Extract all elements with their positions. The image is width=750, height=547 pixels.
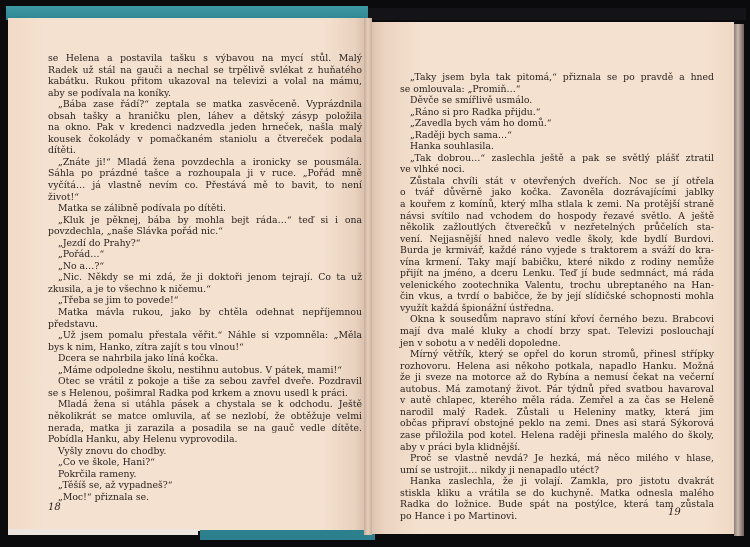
text-line: využít každá špionážní ústředna. (400, 302, 555, 314)
text-line: Pokrčila rameny. (58, 468, 137, 480)
text-line: Dcera se nahrbila jako líná kočka. (58, 353, 219, 365)
text-line: vyčítá… já vlastně nevím co. Přestává mě to bavit, to není (48, 180, 362, 192)
text-line: Otec se vrátil z pokoje a tiše za sebou zavřel dveře. Pozdravil (58, 376, 362, 388)
text-line: „Kluk je pěknej, bába by mohla bejt ráda…“ teď si i ona (58, 214, 362, 226)
text-line: povzdechla, „naše Slávka pořád nic.“ (48, 226, 223, 238)
text-line: o tvář důvěrně jako kočka. Zavoněla dozrávajícími jablky (400, 187, 714, 199)
text-line: „Zavedla bych vám ho domů.“ (410, 118, 552, 130)
text-line: „Tak dobrou…“ zaslechla ještě a pak se světlý plášť ztratil (410, 152, 714, 164)
text-line: a kouřem z komínů, který mlha stlala k zemi. Na protější straně (400, 199, 714, 211)
text-line: velenického zootechnika Valentu, trochu ubreptaného na Han- (400, 279, 714, 291)
text-line: obsah tašky a hraničku plen, láhev a dětský zásyp položila (48, 110, 362, 122)
text-line: „Těšíš se, až vypadneš?“ (58, 480, 173, 492)
text-line: Matka mávla rukou, jako by chtěla odehnat nepříjemnou (58, 307, 362, 319)
text-line: Zůstala chvíli stát v otevřených dveřích. Noc se jí otřela (410, 175, 714, 187)
text-line: Mladá žena si utáhla pásek a chystala se k odchodu. Ještě (58, 399, 362, 411)
left-page-text (48, 53, 362, 503)
text-line: mají dva malé kluky a chodí brzy spat. Televizi poslouchají (400, 326, 714, 338)
text-line: jen v sobotu a v neděli dopoledne. (400, 337, 561, 349)
text-line: „No a…?“ (58, 260, 105, 272)
text-line: že ji sveze na motorce až do Rybína a nemusí čekat na večerní (400, 372, 714, 384)
text-line: aby v práci byla klidnější. (400, 441, 521, 453)
text-line: ve vlhké noci. (400, 164, 465, 176)
text-line: Vyšly znovu do chodby. (58, 445, 167, 457)
text-line: „Už jsem pomalu přestala věřit.“ Náhle si vzpomněla: „Měla (58, 330, 362, 342)
text-line: několikrát se matce omluvila, ať se nezlobí, že obtěžuje velmi (48, 410, 362, 422)
text-line: zase přiložila pod kotel. Helena raději přinesla malého do školy, (400, 429, 714, 441)
text-line: přijít na jméno, a dceru Lenku. Teď jí bude sedmnáct, má ráda (400, 268, 714, 280)
text-line: Radek už stál na gauči a nechal se trpělivě svlékat z huňatého (48, 64, 362, 76)
text-line: se s Helenou, pošimral Radka pod krkem a znovu usedl k práci. (48, 387, 348, 399)
text-line: Mírný větřík, který se opřel do korun stromů, přinesl střípky (410, 349, 714, 361)
book-cover-bottom (200, 530, 375, 540)
text-line: rozhovoru. Helena asi někoho potkala, napadlo Hanku. Možná (400, 360, 714, 372)
text-line: Burda je krmivář, každé ráno vyjede s traktorem a sváží do kra- (400, 245, 714, 257)
text-line: nerada, matka ji zarazila a posadila se na gauč vedle dítěte. (48, 422, 362, 434)
text-line: „Raději bych sama…“ (410, 129, 512, 141)
left-page (8, 18, 365, 531)
text-line: bys k nim, Hanko, zítra zajít s tou vlnou!“ (48, 341, 244, 353)
page-stack-edge (734, 24, 744, 536)
book-spine (364, 18, 372, 535)
text-line: Hanka zaslechla, že ji volají. Zamkla, pro jistotu dvakrát (410, 476, 714, 488)
text-line: několik zažloutlých čtverečků v nezřetelných průčelích sta- (400, 222, 714, 234)
text-line: „Třeba se jim to povede!“ (58, 295, 179, 307)
text-line: aby se podívala na koníky. (48, 87, 171, 99)
text-line: kousek čokolády v pomačkaném staniolu a čtvereček podala (48, 133, 362, 145)
text-line: Matka se zálibně podívala po dítěti. (58, 203, 227, 215)
text-line: Radka do ložnice. Bude spát na postýlce, která tam zůstala (400, 499, 714, 511)
text-line: kabátku. Rukou přitom ukazoval na televizi a volal na mámu, (48, 76, 362, 88)
text-line: narodil malý Radek. Zůstali u Heleniny matky, která jim (400, 406, 714, 418)
text-line: na okno. Pak v kredenci nadzvedla jeden hrneček, našla malý (48, 122, 362, 134)
text-line: „Nic. Někdy se mi zdá, že ji doktoři jenom tejrají. Co ta už (58, 272, 362, 284)
text-line: Proč se vlastně nevdá? Je hezká, má něco milého v hlase, (410, 453, 714, 465)
text-line: Okna k sousedům napravo stíní křoví černého bezu. Brabcovi (410, 314, 714, 326)
text-line: po Hance i po Martinovi. (400, 510, 518, 522)
page-edge-strip (8, 529, 198, 535)
page-number-right: 19 (668, 507, 681, 518)
text-line: se omlouvala: „Promiň…“ (400, 83, 521, 95)
text-line: stiskla kliku a vrátila se do kuchyně. Matka odnesla malého (400, 487, 714, 499)
text-line: v autě chlapec, kterého měla ráda. Zemřel a za čas se Heleně (400, 395, 714, 407)
text-line: „Bába zase řádí?“ zeptala se matka zasvěceně. Vyprázdnila (58, 99, 362, 111)
text-line: Děvče se smířlivě usmálo. (410, 95, 533, 107)
text-line: „Taky jsem byla tak pitomá,“ přiznala se po pravdě a hned (410, 72, 714, 83)
text-line: „Moc!“ přiznala se. (58, 491, 150, 503)
text-line: se Helena a postavila tašku s výbavou na mycí stůl. Malý (48, 53, 362, 64)
text-line: „Znáte ji!“ Mladá žena povzdechla a ironicky se pousmála. (58, 156, 362, 168)
text-line: návsi svítilo nad vchodem do hospody řezavé světlo. A ještě (400, 210, 714, 222)
text-line: Sáhla po prázdné tašce a rozhoupala ji v ruce. „Pořád mně (48, 168, 362, 180)
text-line: čin vkus, a tvrdí o babičce, že by její slídičské schopnosti mohla (400, 291, 714, 303)
text-line: „Jezdí do Prahy?“ (58, 237, 141, 249)
text-line: autobus. Má zamotaný život. Pár týdnů před svatbou havaroval (400, 383, 714, 395)
text-line: Hanka souhlasila. (410, 141, 494, 153)
right-page (370, 22, 734, 534)
text-line: „Ráno si pro Radka přijdu.“ (410, 106, 541, 118)
text-line: vení. Nejjasnější hned nalevo vedle školy, kde bydlí Burdovi. (400, 233, 714, 245)
right-page-text (400, 72, 714, 522)
text-line: zkusila, a je to všechno k ničemu.“ (48, 283, 211, 295)
book-cover-shadow (368, 8, 746, 20)
text-line: „Pořád…“ (58, 249, 105, 261)
text-line: dítěti. (48, 145, 76, 157)
text-line: Pobídla Hanku, aby Helenu vyprovodila. (48, 434, 238, 446)
text-line: umí se ustrojit… nikdy ji nenapadlo utéct? (400, 464, 600, 476)
text-line: „Co ve škole, Hani?“ (58, 457, 155, 469)
page-number-left: 18 (48, 502, 61, 513)
text-line: život!“ (48, 191, 79, 203)
text-line: vína krmení. Taky mají babičku, které nikdo z rodiny nemůže (400, 256, 714, 268)
text-line: občas připraví obstojné peklo na zemi. Dnes asi stará Sýkorová (400, 418, 714, 430)
text-line: „Máme odpoledne školu, nestihnu autobus. V pátek, mami!“ (58, 364, 342, 376)
text-line: představu. (48, 318, 99, 330)
